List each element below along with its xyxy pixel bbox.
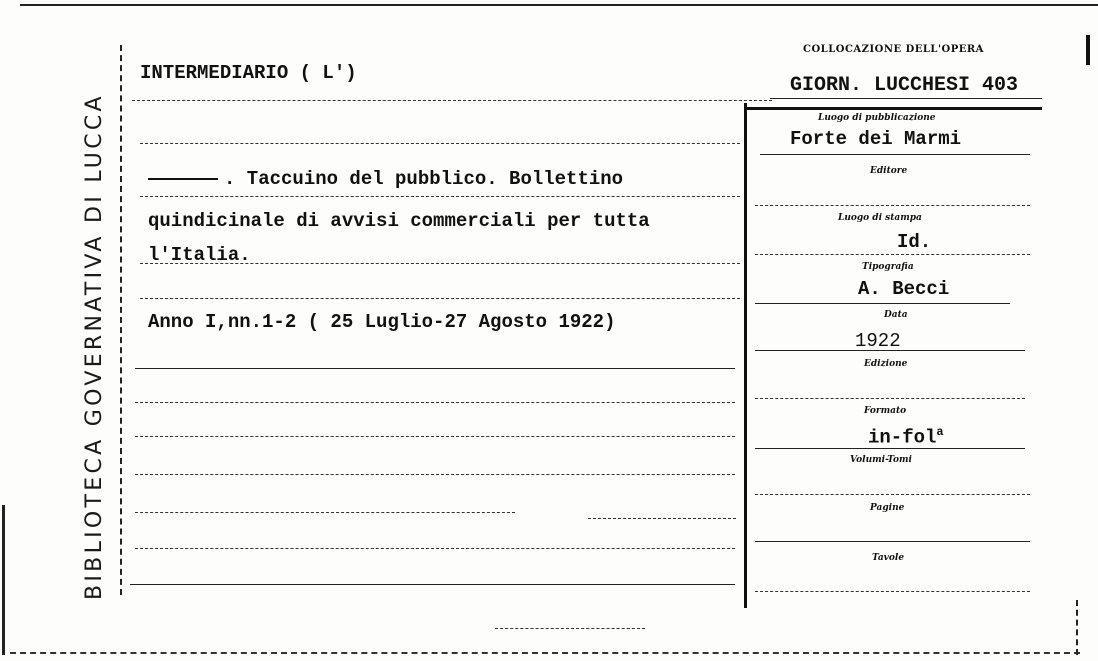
entry-line-1 [148, 168, 623, 190]
collocation-value: GIORN. LUCCHESI 403 [790, 74, 1019, 97]
date-label: Data [884, 310, 908, 320]
library-name-vertical: BIBLIOTECA GOVERNATIVA DI LUCCA [82, 93, 107, 600]
bottom-edge-line [10, 652, 1080, 654]
date-underline [755, 350, 1025, 351]
date-value: 1922 [855, 330, 901, 352]
entry-line-3: l'Italia. [148, 244, 251, 266]
format-underline [755, 448, 1025, 449]
entry-line-2: quindicinale di avvisi commerciali per tutta [148, 210, 650, 232]
entry-rule-4 [135, 368, 735, 369]
plates-underline [755, 591, 1030, 592]
edition-label: Edizione [864, 359, 908, 369]
print-place-label: Luogo di stampa [838, 213, 922, 223]
right-edge-mark [1086, 35, 1090, 65]
title: INTERMEDIARIO ( L') [140, 62, 357, 84]
editor-label: Editore [870, 166, 908, 176]
right-box-top [745, 107, 1042, 110]
top-edge-line [20, 4, 1098, 6]
entry-rule-5 [135, 402, 735, 403]
format-value-text: in-fol [868, 426, 937, 449]
collocation-underline [770, 98, 1042, 99]
entry-rule-11 [495, 628, 645, 629]
printer-label: Tipografia [862, 262, 914, 272]
card-left-border [120, 45, 122, 595]
editor-underline [755, 205, 1030, 206]
column-divider [744, 103, 747, 608]
format-value-sup: a [936, 425, 944, 439]
plates-label: Tavole [872, 553, 905, 563]
format-label: Formato [864, 406, 907, 416]
entry-rule-9 [135, 548, 735, 549]
entry-rule-0 [140, 143, 740, 144]
format-value [868, 425, 944, 448]
entry-rule-3 [140, 298, 740, 299]
entry-rule-7 [135, 474, 735, 475]
author-blank-line [148, 178, 218, 180]
print-place-underline [755, 254, 1030, 255]
left-edge-mark [2, 505, 5, 655]
entry-rule-8b [588, 518, 736, 519]
place-label: Luogo di pubblicazione [818, 113, 936, 123]
printer-value: A. Becci [858, 278, 950, 300]
entry-rule-1 [140, 196, 740, 197]
edition-underline [755, 398, 1025, 399]
pages-label: Pagine [870, 503, 905, 513]
printer-underline [755, 303, 1010, 304]
pages-underline [755, 541, 1030, 542]
collocation-label: COLLOCAZIONE DELL'OPERA [803, 44, 984, 55]
volumes-label: Volumi-Tomi [850, 455, 912, 465]
title-underline [132, 100, 772, 101]
print-place-value: Id. [897, 231, 932, 253]
entry-rule-6 [135, 436, 735, 437]
entry-line-1-text: . Taccuino del pubblico. Bollettino [224, 168, 624, 190]
entry-rule-8 [135, 512, 515, 513]
place-value: Forte dei Marmi [790, 128, 962, 150]
right-edge-mark-lower [1076, 600, 1078, 655]
entry-line-4: Anno I,nn.1-2 ( 25 Luglio-27 Agosto 1922) [148, 311, 616, 333]
entry-rule-10 [130, 584, 735, 585]
volumes-underline [755, 494, 1030, 495]
entry-rule-2 [140, 263, 740, 264]
place-underline [760, 154, 1030, 155]
